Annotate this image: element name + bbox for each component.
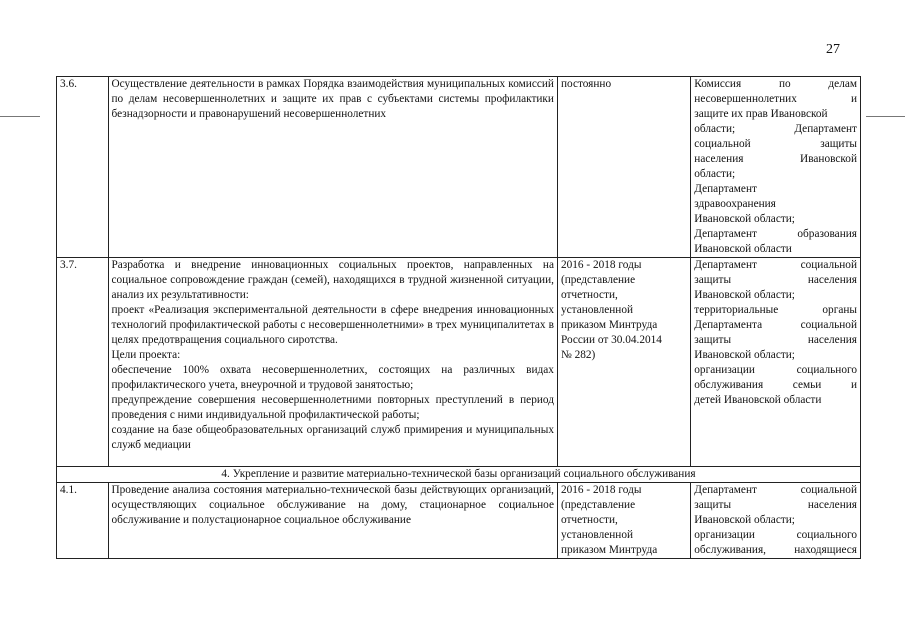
responsible-line: социальной защиты [694, 138, 857, 150]
left-margin-mark [0, 116, 40, 117]
responsible-line: обслуживания, находящиеся [694, 544, 857, 556]
description-paragraph: Цели проекта: [111, 349, 181, 361]
period-line: России от 30.04.2014 [560, 334, 662, 346]
responsible-line: Ивановской области [694, 243, 792, 255]
period-line: 2016 - 2018 годы [560, 484, 642, 496]
period-line: отчетности, [560, 289, 618, 301]
responsible-line: организации социального [694, 364, 857, 376]
plan-table [56, 76, 861, 559]
responsible-line: защите их прав Ивановской [694, 108, 828, 120]
table-row-4-1 [57, 483, 861, 559]
responsible-line: Департамент социальной [694, 259, 857, 271]
responsible-line: территориальные органы [694, 304, 857, 316]
section-heading: 4. Укрепление и развитие материально-технической базы организаций социального обслуживания [57, 467, 861, 483]
responsible-line: Департамента социальной [694, 319, 857, 331]
responsible-line: организации социального [694, 529, 857, 541]
row-number: 3.6. [57, 77, 109, 258]
period-line: отчетности, [560, 514, 618, 526]
period-line: 2016 - 2018 годы [560, 259, 642, 271]
responsible-line: Ивановской области; [694, 514, 795, 526]
responsible-line: Департамент социальной [694, 484, 857, 496]
page-number: 27 [826, 42, 840, 57]
activity-description: Проведение анализа состояния материально-технической базы действующих организаций, осуществляющих социальное обслуживание на дому, стационарное социальное обслуживание и полустационарное социальное обслуживание [108, 483, 557, 559]
period-line: приказом Минтруда [560, 319, 658, 331]
period [557, 483, 690, 559]
section-heading-row [57, 467, 861, 483]
responsible-line: обслуживания семьи и [694, 379, 857, 391]
responsible-line: здравоохранения [694, 198, 776, 210]
responsible-line: Департамент образования [694, 228, 857, 240]
activity-description [108, 258, 557, 467]
responsible-parties [691, 483, 861, 559]
table-row-3-7 [57, 258, 861, 467]
responsible-line: области; [694, 168, 736, 180]
responsible-line: защиты населения [694, 274, 857, 286]
period [557, 258, 690, 467]
table-row-3-6 [57, 77, 861, 258]
responsible-parties [691, 77, 861, 258]
responsible-line: несовершеннолетних и [694, 93, 857, 105]
responsible-line: защиты населения [694, 499, 857, 511]
responsible-line: защиты населения [694, 334, 857, 346]
responsible-line: детей Ивановской области [694, 394, 822, 406]
period-line: приказом Минтруда [560, 544, 658, 556]
activity-description: Осуществление деятельности в рамках Порядка взаимодействия муниципальных комиссий по делам несовершеннолетних и защите их прав с субъектами системы профилактики безнадзорности и правонарушений несовершеннолетних [108, 77, 557, 258]
description-paragraph: Разработка и внедрение инновационных социальных проектов, направленных на социальное сопровождение граждан (семей), находящихся в трудной жизненной ситуации, анализ их результативности: [111, 259, 554, 301]
description-paragraph: предупреждение совершения несовершеннолетними повторных преступлений в период проведения с ними индивидуальной профилактической работы; [111, 394, 554, 421]
right-margin-mark [866, 116, 905, 117]
responsible-line: Ивановской области; [694, 349, 795, 361]
responsible-parties [691, 258, 861, 467]
description-paragraph: проект «Реализация экспериментальной деятельности в сфере внедрения инновационных технологий профилактической работы с несовершеннолетними» в трех муниципалитетах в целях предотвращения социального сиротства. [111, 304, 554, 346]
period-line: (представление [560, 274, 636, 286]
responsible-line: области; Департамент [694, 123, 857, 135]
row-number: 3.7. [57, 258, 109, 467]
description-paragraph: создание на базе общеобразовательных организаций служб примирения и муниципальных служб медиации [111, 424, 554, 451]
responsible-line: Департамент [694, 183, 757, 195]
responsible-line: Комиссия по делам [694, 78, 857, 90]
period-line: установленной [560, 304, 634, 316]
responsible-line: населения Ивановской [694, 153, 857, 165]
period: постоянно [557, 77, 690, 258]
description-paragraph: обеспечение 100% охвата несовершеннолетних, состоящих на различных видах профилактического учета, внеурочной и трудовой занятостью; [111, 364, 554, 391]
responsible-line: Ивановской области; [694, 289, 795, 301]
period-line: № 282) [560, 349, 596, 361]
period-line: установленной [560, 529, 634, 541]
period-line: (представление [560, 499, 636, 511]
row-number: 4.1. [57, 483, 109, 559]
responsible-line: Ивановской области; [694, 213, 795, 225]
